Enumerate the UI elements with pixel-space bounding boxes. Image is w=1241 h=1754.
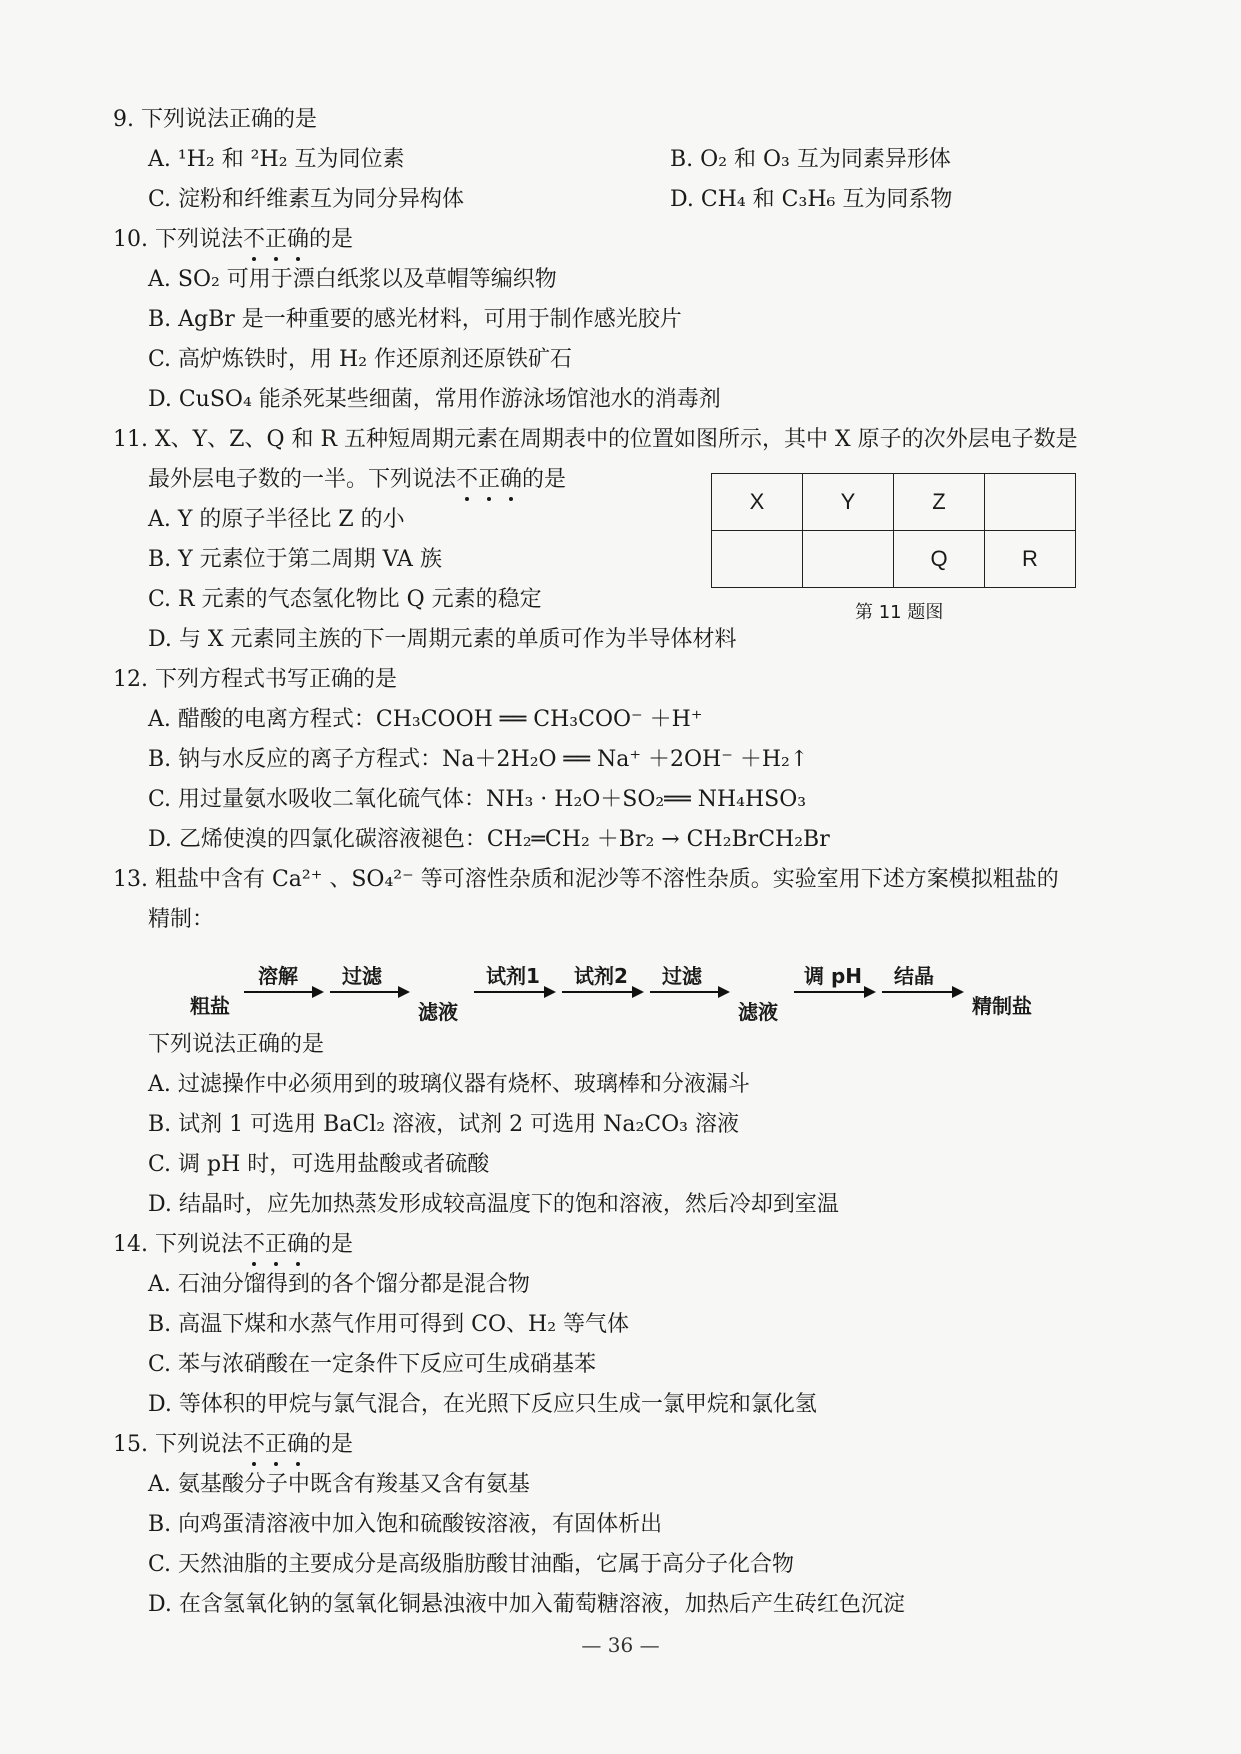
q14-option-b: B. 高温下煤和水蒸气作用可得到 CO、H₂ 等气体 <box>148 1312 630 1337</box>
q14-option-d: D. 等体积的甲烷与氯气混合，在光照下反应只生成一氯甲烷和氯化氢 <box>148 1392 817 1417</box>
q9-option-a: A. ¹H₂ 和 ²H₂ 互为同位素 <box>148 147 405 172</box>
q15-option-d: D. 在含氢氧化钠的氢氧化铜悬浊液中加入葡萄糖溶液，加热后产生砖红色沉淀 <box>148 1592 905 1617</box>
flow-step-label: 过滤 <box>342 964 382 988</box>
q15-emphasis-text: 不正确 <box>242 1432 309 1457</box>
q15-option-b: B. 向鸡蛋清溶液中加入饱和硫酸铵溶液，有固体析出 <box>148 1512 663 1537</box>
q11-stem-line1: 11. X、Y、Z、Q 和 R 五种短周期元素在周期表中的位置如图所示，其中 X 原子的次外层电子数是 <box>113 427 1078 452</box>
q13-subquestion: 下列说法正确的是 <box>148 1032 325 1057</box>
flow-node: 粗盐 <box>190 994 230 1018</box>
table-cell <box>712 531 803 588</box>
q11-option-b: B. Y 元素位于第二周期 VA 族 <box>148 547 442 572</box>
flow-step-label: 溶解 <box>258 964 298 988</box>
emphasis-dot <box>274 257 278 261</box>
emphasis-dot <box>252 1262 256 1266</box>
table-cell: Z <box>894 474 985 531</box>
emphasis-dot <box>274 1462 278 1466</box>
q11-stem-line2 <box>148 465 566 495</box>
q11-option-d: D. 与 X 元素同主族的下一周期元素的单质可作为半导体材料 <box>148 627 737 652</box>
q11-stem-head: 最外层电子数的一半。下列说法 <box>148 467 457 492</box>
q13-option-a: A. 过滤操作中必须用到的玻璃仪器有烧杯、玻璃棒和分液漏斗 <box>148 1072 750 1097</box>
q10-option-b: B. AgBr 是一种重要的感光材料，可用于制作感光胶片 <box>148 307 682 332</box>
q9-option-c: C. 淀粉和纤维素互为同分异构体 <box>148 187 465 212</box>
q11-option-c: C. R 元素的气态氢化物比 Q 元素的稳定 <box>148 587 542 612</box>
flow-step-label: 过滤 <box>662 964 702 988</box>
q13-option-d: D. 结晶时，应先加热蒸发形成较高温度下的饱和溶液，然后冷却到室温 <box>148 1192 839 1217</box>
flow-step-label: 试剂2 <box>574 964 628 988</box>
q11-option-a: A. Y 的原子半径比 Z 的小 <box>148 507 405 532</box>
flow-arrow <box>244 991 322 993</box>
q13-stem-line2: 精制： <box>148 907 215 932</box>
q10-emphasis <box>243 225 309 255</box>
table-cell: R <box>985 531 1076 588</box>
figure-caption: 第 11 题图 <box>855 602 944 623</box>
table-cell <box>985 474 1076 531</box>
flow-node: 滤液 <box>418 1000 458 1024</box>
q11-stem-tail: 的是 <box>522 467 567 492</box>
emphasis-dot <box>252 1462 256 1466</box>
q10-stem-tail: 的是 <box>309 227 354 252</box>
q13-stem-line1: 13. 粗盐中含有 Ca²⁺ 、SO₄²⁻ 等可溶性杂质和泥沙等不溶性杂质。实验室用下述方案模拟粗盐的 <box>113 867 1059 892</box>
table-cell <box>803 531 894 588</box>
emphasis-dot <box>274 1262 278 1266</box>
emphasis-dot <box>296 1462 300 1466</box>
q12-option-a: A. 醋酸的电离方程式：CH₃COOH ══ CH₃COO⁻ ＋H⁺ <box>148 707 703 732</box>
q11-emphasis <box>456 465 522 495</box>
page-number: — 36 — <box>581 1633 660 1657</box>
flow-node: 精制盐 <box>972 994 1032 1018</box>
q12-option-c: C. 用过量氨水吸收二氧化硫气体：NH₃ · H₂O＋SO₂══ NH₄HSO₃ <box>148 787 807 812</box>
q10-option-a: A. SO₂ 可用于漂白纸浆以及草帽等编织物 <box>148 267 557 292</box>
q14-stem <box>113 1230 353 1260</box>
table-cell: X <box>712 474 803 531</box>
q10-stem-head: 10. 下列说法 <box>113 227 243 252</box>
q10-stem <box>113 225 353 255</box>
emphasis-dot <box>487 497 491 501</box>
q15-option-a: A. 氨基酸分子中既含有羧基又含有氨基 <box>148 1472 530 1497</box>
q13-option-b: B. 试剂 1 可选用 BaCl₂ 溶液，试剂 2 可选用 Na₂CO₃ 溶液 <box>148 1112 739 1137</box>
q10-emphasis-text: 不正确 <box>242 227 309 252</box>
q9-option-d: D. CH₄ 和 C₃H₆ 互为同系物 <box>670 187 953 212</box>
flow-arrow <box>650 991 728 993</box>
q10-option-d: D. CuSO₄ 能杀死某些细菌，常用作游泳场馆池水的消毒剂 <box>148 387 721 412</box>
emphasis-dot <box>465 497 469 501</box>
q13-option-c: C. 调 pH 时，可选用盐酸或者硫酸 <box>148 1152 490 1177</box>
q15-stem-head: 15. 下列说法 <box>113 1432 243 1457</box>
q15-option-c: C. 天然油脂的主要成分是高级脂肪酸甘油酯，它属于高分子化合物 <box>148 1552 795 1577</box>
q14-stem-head: 14. 下列说法 <box>113 1232 243 1257</box>
q15-emphasis <box>243 1430 309 1460</box>
flow-step-label: 结晶 <box>894 964 934 988</box>
table-cell: Y <box>803 474 894 531</box>
q15-stem-tail: 的是 <box>309 1432 354 1457</box>
flow-arrow <box>794 991 874 993</box>
q12-stem: 12. 下列方程式书写正确的是 <box>113 667 397 692</box>
q14-option-c: C. 苯与浓硝酸在一定条件下反应可生成硝基苯 <box>148 1352 597 1377</box>
q12-option-d: D. 乙烯使溴的四氯化碳溶液褪色：CH₂═CH₂ ＋Br₂ → CH₂BrCH₂Br <box>148 827 830 852</box>
table-row <box>712 531 1076 588</box>
emphasis-dot <box>252 257 256 261</box>
flow-step-label: 调 pH <box>804 964 863 988</box>
flow-arrow <box>474 991 554 993</box>
periodic-table-figure <box>711 473 1076 588</box>
flow-arrow <box>882 991 962 993</box>
q9-option-b: B. O₂ 和 O₃ 互为同素异形体 <box>670 147 951 172</box>
q14-emphasis <box>243 1230 309 1260</box>
q9-stem: 9. 下列说法正确的是 <box>113 107 317 132</box>
emphasis-dot <box>509 497 513 501</box>
purification-flowchart <box>190 960 1090 1030</box>
q11-emphasis-text: 不正确 <box>456 467 523 492</box>
flow-arrow <box>562 991 642 993</box>
emphasis-dot <box>296 1262 300 1266</box>
q15-stem <box>113 1430 353 1460</box>
emphasis-dot <box>296 257 300 261</box>
q12-option-b: B. 钠与水反应的离子方程式：Na＋2H₂O ══ Na⁺ ＋2OH⁻ ＋H₂↑ <box>148 747 809 772</box>
table-cell: Q <box>894 531 985 588</box>
table-row <box>712 474 1076 531</box>
q14-stem-tail: 的是 <box>309 1232 354 1257</box>
flow-arrow <box>330 991 408 993</box>
q14-option-a: A. 石油分馏得到的各个馏分都是混合物 <box>148 1272 530 1297</box>
q14-emphasis-text: 不正确 <box>242 1232 309 1257</box>
flow-step-label: 试剂1 <box>486 964 540 988</box>
flow-node: 滤液 <box>738 1000 778 1024</box>
q10-option-c: C. 高炉炼铁时，用 H₂ 作还原剂还原铁矿石 <box>148 347 573 372</box>
